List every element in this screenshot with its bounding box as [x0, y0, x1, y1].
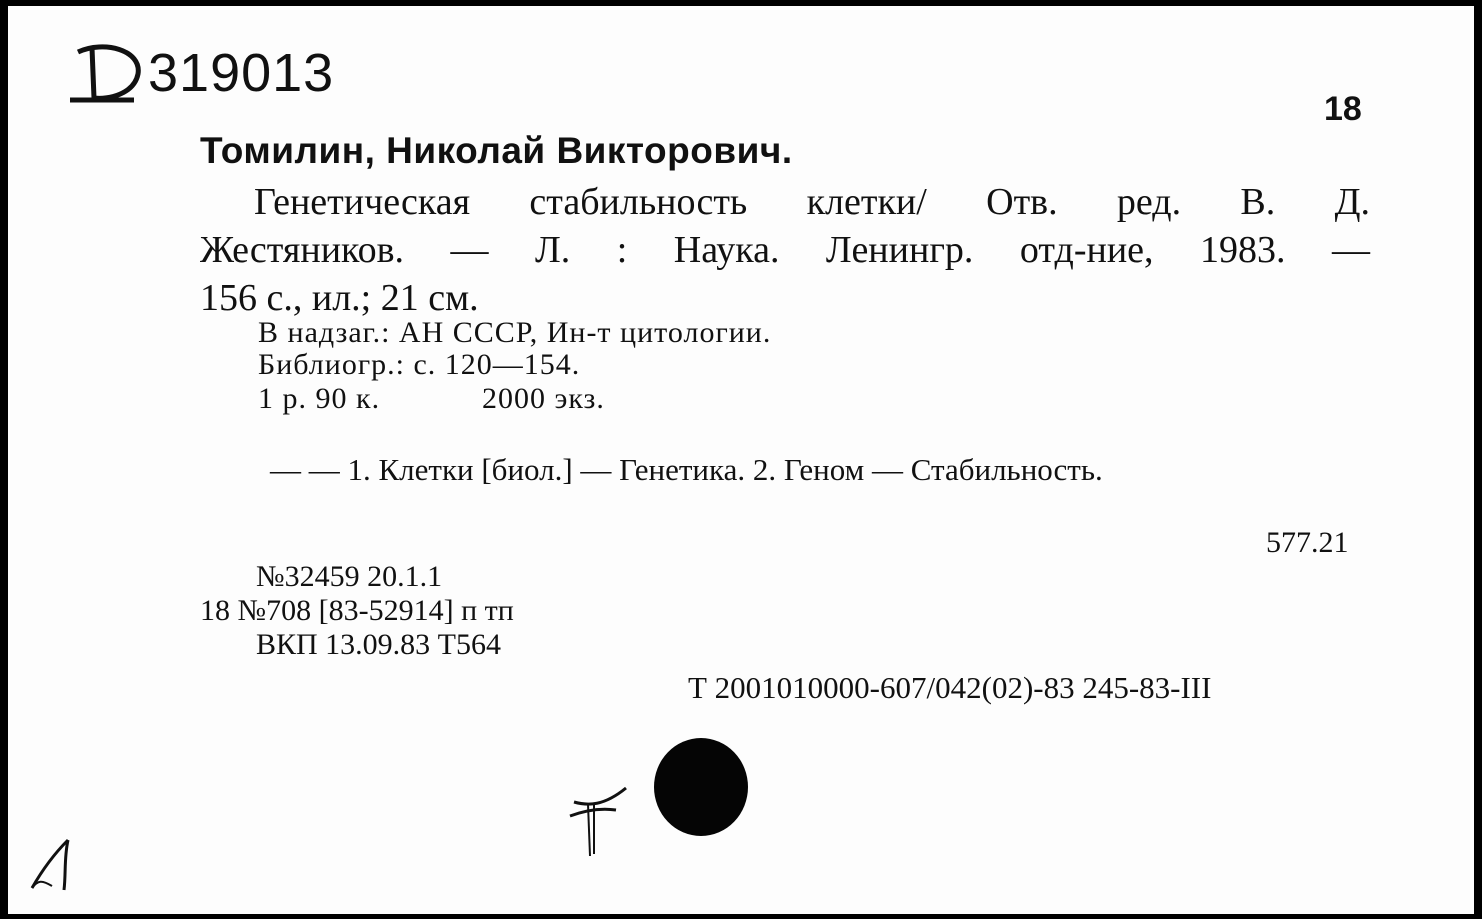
note-copies: 2000 экз. — [482, 382, 605, 415]
tech-line-1: №32459 20.1.1 — [256, 560, 443, 593]
page-number: 18 — [1324, 90, 1362, 128]
handwritten-d-mark-icon — [64, 36, 148, 108]
catalog-code: Т 2001010000-607/042(02)-83 245-83-III — [688, 670, 1212, 705]
udc-index: 577.21 — [1266, 526, 1349, 559]
black-dot-mark — [654, 738, 748, 836]
title-line-2: Жестяников. — Л. : Наука. Ленингр. отд-ние, 1983. — — [200, 229, 1370, 271]
author-heading: Томилин, Николай Викторович. — [200, 130, 793, 171]
tech-line-3: ВКП 13.09.83 Т564 — [256, 628, 502, 661]
handwritten-letter-icon — [28, 834, 88, 894]
catalog-card — [8, 6, 1474, 914]
subject-line: — — 1. Клетки [биол.] — Генетика. 2. Геном — Стабильность. — [270, 452, 1103, 487]
handwritten-mark-icon — [564, 784, 644, 864]
note-bibliography: Библиогр.: с. 120—154. — [258, 348, 581, 381]
title-block — [200, 178, 1370, 322]
title-line-1: Генетическая стабильность клетки/ Отв. ред. В. Д. — [254, 181, 1370, 223]
inventory-number: 319013 — [148, 43, 335, 103]
subject-headings — [270, 452, 1370, 488]
note-heading: В надзаг.: АН СССР, Ин-т цитологии. — [258, 316, 772, 349]
title-line-3: 156 с., ил.; 21 см. — [200, 277, 479, 319]
note-price: 1 р. 90 к. — [258, 382, 381, 415]
tech-line-2: 18 №708 [83-52914] п тп — [200, 594, 514, 627]
